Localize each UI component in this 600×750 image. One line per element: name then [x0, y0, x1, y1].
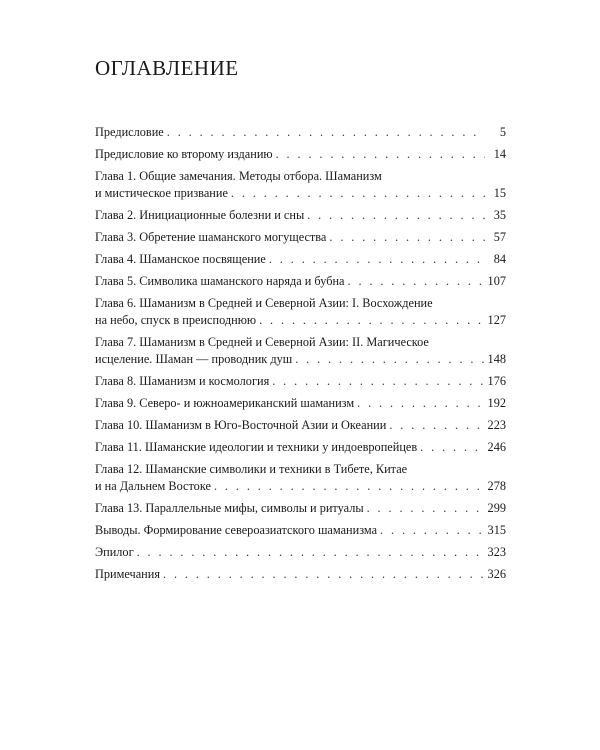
toc-entry-title: Глава 5. Символика шаманского наряда и бубна [95, 274, 345, 288]
toc-page-number: 176 [487, 374, 506, 388]
toc-entry [95, 273, 506, 290]
toc-entry-title: Глава 11. Шаманские идеологии и техники у индоевропейцев [95, 440, 418, 454]
toc-entry [95, 500, 506, 517]
toc-page-number: 127 [487, 313, 506, 327]
toc-entry-title: Глава 9. Северо- и южноамериканский шаманизм [95, 396, 355, 410]
toc-entry-line [95, 395, 506, 412]
toc-entry-line [95, 251, 506, 268]
toc-entry-line [95, 312, 506, 329]
toc-entry-title: исцеление. Шаман — проводник душ [95, 352, 293, 366]
toc-entry-line [95, 373, 506, 390]
toc-entry [95, 251, 506, 268]
dot-leader [329, 229, 485, 246]
toc-entry-title: и на Дальнем Востоке [95, 479, 211, 493]
toc-entry [95, 229, 506, 246]
toc-entry-line [95, 439, 506, 456]
toc-entry-title: Глава 3. Обретение шаманского могущества [95, 230, 327, 244]
toc-entry [95, 439, 506, 456]
toc-entry [95, 461, 506, 495]
toc-entry-title: Глава 10. Шаманизм в Юго-Восточной Азии и Океании [95, 418, 387, 432]
dot-leader [167, 124, 485, 141]
toc-page-number: 57 [493, 230, 506, 244]
toc-entry [95, 544, 506, 561]
toc-entry-title: и мистическое призвание [95, 186, 228, 200]
dot-leader [272, 373, 484, 390]
toc-entry-title: Глава 4. Шаманское посвящение [95, 252, 266, 266]
toc-entry [95, 566, 506, 583]
toc-entry-line [95, 124, 506, 141]
toc-entry-line [95, 146, 506, 163]
dot-leader [269, 251, 485, 268]
toc-entry-title-line: Глава 6. Шаманизм в Средней и Северной Азии: I. Восхождение [95, 296, 433, 310]
dot-leader [163, 566, 485, 583]
toc-entry-title-line: Глава 12. Шаманские символики и техники в Тибете, Китае [95, 462, 408, 476]
toc-entry-title: Предисловие [95, 125, 164, 139]
toc-entry [95, 168, 506, 202]
toc-entry-title: Глава 2. Инициационные болезни и сны [95, 208, 305, 222]
dot-leader [307, 207, 485, 224]
dot-leader [348, 273, 485, 290]
toc-entry [95, 522, 506, 539]
toc-page-number: 323 [487, 545, 506, 559]
dot-leader [420, 439, 484, 456]
dot-leader [357, 395, 484, 412]
page-title: ОГЛАВЛЕНИЕ [95, 56, 239, 81]
toc-entry [95, 124, 506, 141]
toc-entry-line [95, 229, 506, 246]
toc-page-number: 5 [499, 125, 506, 139]
toc-entry [95, 373, 506, 390]
toc-page-number: 278 [487, 479, 506, 493]
dot-leader [214, 478, 485, 495]
dot-leader [137, 544, 485, 561]
toc-entry [95, 417, 506, 434]
toc-entry-line [95, 544, 506, 561]
toc-entry-line [95, 185, 506, 202]
toc-page-number: 246 [487, 440, 506, 454]
toc-entry [95, 207, 506, 224]
toc-entry-title: на небо, спуск в преисподнюю [95, 313, 257, 327]
toc-entry-title: Эпилог [95, 545, 134, 559]
toc-entry-title: Глава 13. Параллельные мифы, символы и ритуалы [95, 501, 364, 515]
toc-page-number: 326 [487, 567, 506, 581]
toc-page-number: 192 [487, 396, 506, 410]
dot-leader [259, 312, 484, 329]
toc-entry [95, 146, 506, 163]
toc-entry-line [95, 522, 506, 539]
dot-leader [276, 146, 485, 163]
toc-entry-line [95, 207, 506, 224]
toc-entry-title: Глава 8. Шаманизм и космология [95, 374, 270, 388]
toc-entry-title: Выводы. Формирование североазиатского шаманизма [95, 523, 378, 537]
toc-entry-line [95, 478, 506, 495]
toc-page-number: 35 [493, 208, 506, 222]
table-of-contents [95, 124, 506, 588]
toc-entry-title: Предисловие ко второму изданию [95, 147, 273, 161]
toc-entry-title-line: Глава 7. Шаманизм в Средней и Северной Азии: II. Магическое [95, 335, 429, 349]
dot-leader [380, 522, 485, 539]
toc-page-number: 148 [487, 352, 506, 366]
toc-page-number: 299 [487, 501, 506, 515]
toc-entry-line [95, 273, 506, 290]
toc-page-number: 107 [487, 274, 506, 288]
toc-page-number: 15 [493, 186, 506, 200]
toc-entry-line [95, 351, 506, 368]
toc-entry-line [95, 417, 506, 434]
toc-entry [95, 334, 506, 368]
dot-leader [389, 417, 484, 434]
toc-page-number: 14 [493, 147, 506, 161]
toc-page-number: 223 [487, 418, 506, 432]
toc-entry [95, 295, 506, 329]
toc-entry [95, 395, 506, 412]
toc-entry-line [95, 566, 506, 583]
dot-leader [367, 500, 485, 517]
toc-page-number: 315 [487, 523, 506, 537]
toc-page-number: 84 [493, 252, 506, 266]
toc-entry-line [95, 500, 506, 517]
dot-leader [231, 185, 485, 202]
dot-leader [295, 351, 484, 368]
toc-entry-title: Примечания [95, 567, 161, 581]
toc-entry-title-line: Глава 1. Общие замечания. Методы отбора. Шаманизм [95, 169, 382, 183]
